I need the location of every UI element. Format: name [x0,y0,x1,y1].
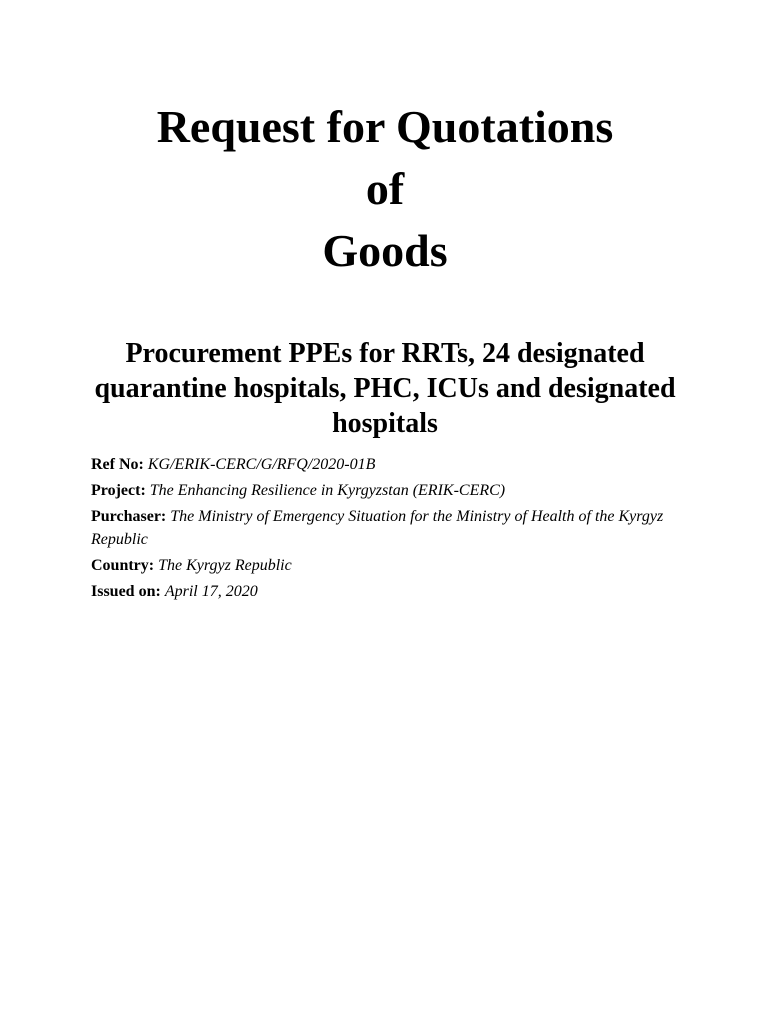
purchaser-value: The Ministry of Emergency Situation for the Ministry of Health of the Kyrgyz Republic [91,508,664,548]
ref-no-row [91,453,691,476]
ref-no-value: KG/ERIK-CERC/G/RFQ/2020-01B [147,456,376,473]
issued-on-value: April 17, 2020 [164,583,258,600]
ref-no-label: Ref No: [91,456,144,473]
purchaser-row [91,505,691,551]
purchaser-label: Purchaser: [91,508,167,525]
title-line-1: Request for Quotations [156,101,614,152]
document-title [0,96,770,282]
project-row [91,479,691,502]
title-line-2: of [365,163,405,214]
issued-on-label: Issued on: [91,583,161,600]
document-subtitle: Procurement PPEs for RRTs, 24 designated quarantine hospitals, PHC, ICUs and designated hospitals [94,338,676,439]
document-details [91,453,691,606]
country-row [91,554,691,577]
title-line-3: Goods [322,225,448,276]
project-label: Project: [91,482,146,499]
country-label: Country: [91,557,155,574]
issued-on-row [91,580,691,603]
country-value: The Kyrgyz Republic [158,557,292,574]
project-value: The Enhancing Resilience in Kyrgyzstan (ERIK-CERC) [149,482,506,499]
